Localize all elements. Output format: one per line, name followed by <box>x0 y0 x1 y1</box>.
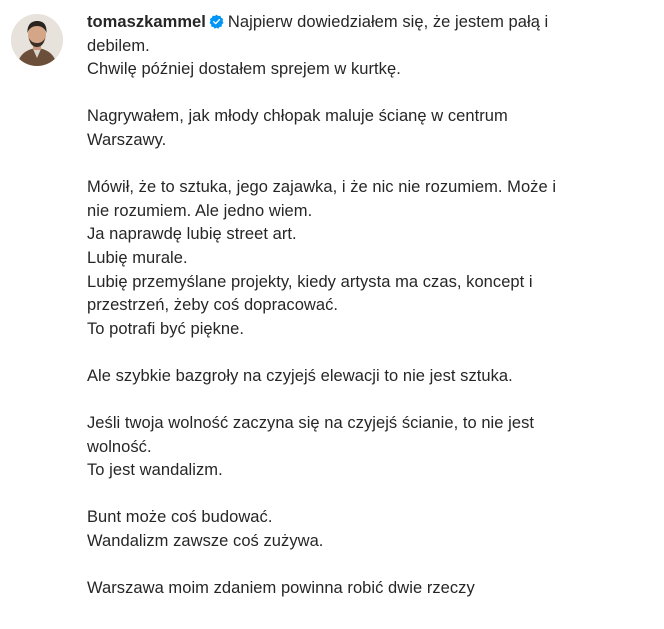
caption-line <box>87 11 647 35</box>
paragraph-gap <box>87 82 647 106</box>
caption-line: Ja naprawdę lubię street art. <box>87 225 297 244</box>
caption-line: Wandalizm zawsze coś zużywa. <box>87 532 324 551</box>
caption-line: Chwilę później dostałem sprejem w kurtkę. <box>87 60 401 79</box>
caption-text: Najpierw dowiedziałem się, że jestem pałą i <box>227 13 549 31</box>
caption-line: wolność. <box>87 437 152 456</box>
caption-line: Lubię przemyślane projekty, kiedy artysta ma czas, koncept i <box>87 272 533 291</box>
caption-line: przestrzeń, żeby coś dopracować. <box>87 296 339 315</box>
avatar-photo <box>11 14 63 66</box>
username-link[interactable]: tomaszkammel <box>87 13 206 31</box>
caption-line: debilem. <box>87 36 150 55</box>
caption-line: Jeśli twoja wolność zaczyna się na czyjejś ścianie, to nie jest <box>87 414 535 433</box>
paragraph-gap <box>87 389 647 413</box>
caption-line: Bunt może coś budować. <box>87 508 273 527</box>
caption-line: Mówił, że to sztuka, jego zajawka, i że nic nie rozumiem. Może i <box>87 178 557 197</box>
caption <box>87 11 647 601</box>
caption-line: Ale szybkie bazgroły na czyjejś elewacji to nie jest sztuka. <box>87 366 513 385</box>
caption-line: Warszawa moim zdaniem powinna robić dwie rzeczy <box>87 579 475 598</box>
caption-line: Lubię murale. <box>87 248 188 267</box>
caption-line: Warszawy. <box>87 130 167 149</box>
caption-line: To potrafi być piękne. <box>87 319 245 338</box>
paragraph-gap <box>87 483 647 507</box>
avatar[interactable] <box>11 14 63 66</box>
caption-line: Nagrywałem, jak młody chłopak maluje ścianę w centrum <box>87 107 508 126</box>
verified-badge-icon <box>209 13 224 28</box>
paragraph-gap <box>87 341 647 365</box>
caption-line: nie rozumiem. Ale jedno wiem. <box>87 201 313 220</box>
caption-line: To jest wandalizm. <box>87 461 223 480</box>
paragraph-gap <box>87 153 647 177</box>
paragraph-gap <box>87 554 647 578</box>
